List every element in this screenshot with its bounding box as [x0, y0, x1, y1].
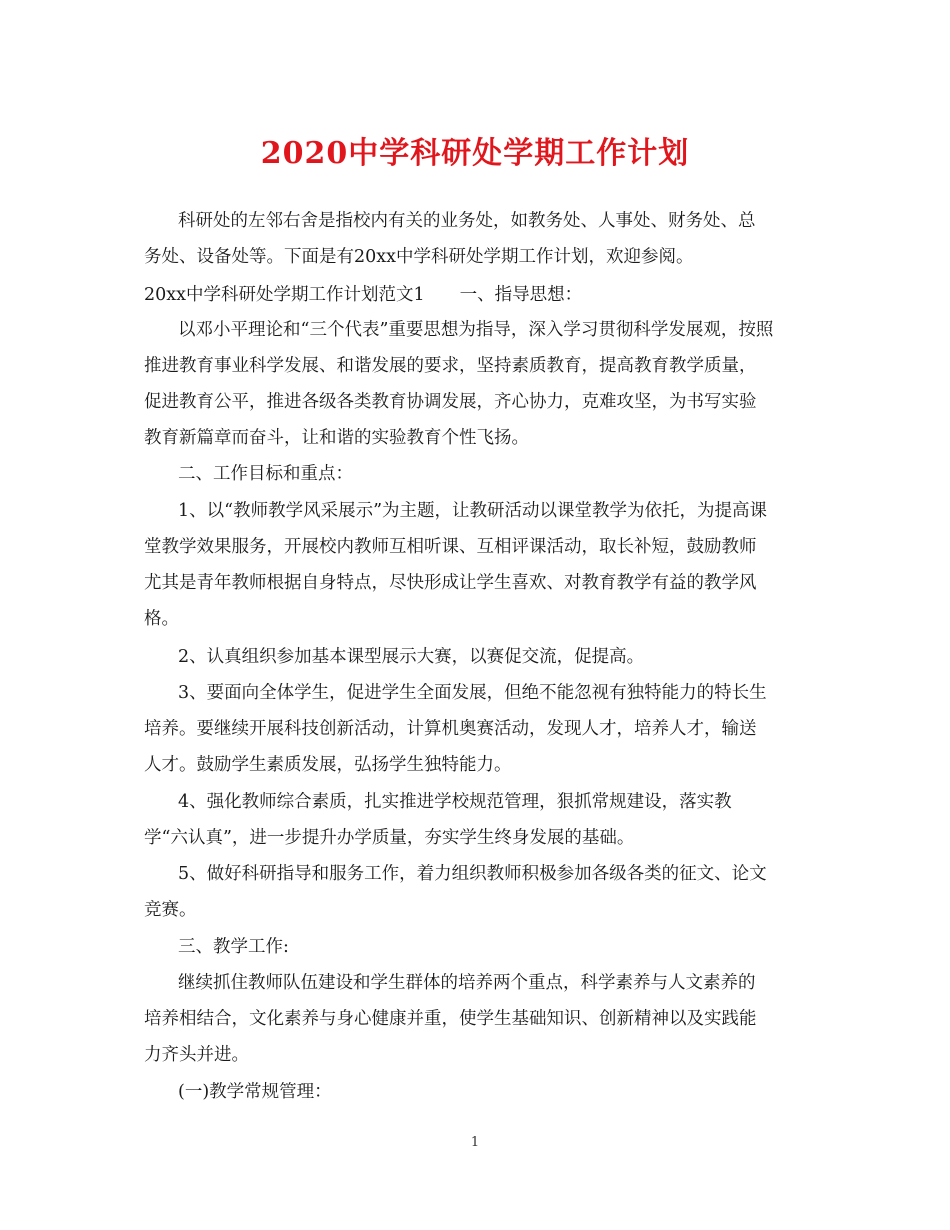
paragraph-line: 堂教学效果服务，开展校内教师互相听课、互相评课活动，取长补短，鼓励教师 [144, 537, 757, 557]
paragraph-line: 1、以“教师教学风采展示”为主题，让教研活动以课堂教学为依托，为提高课 [178, 501, 768, 521]
paragraph-line: 促进教育公平，推进各级各类教育协调发展，齐心协力，克难攻坚，为书写实验 [144, 392, 757, 412]
section-heading: 二、工作目标和重点： [178, 464, 353, 484]
paragraph-line: 5、做好科研指导和服务工作，着力组织教师积极参加各级各类的征文、论文 [178, 864, 767, 884]
paragraph-line: 人才。鼓励学生素质发展，弘扬学生独特能力。 [144, 755, 512, 775]
paragraph-line: 学“六认真”，进一步提升办学质量，夯实学生终身发展的基础。 [144, 828, 635, 848]
paragraph-line: 培养。要继续开展科技创新活动，计算机奥赛活动，发现人才，培养人才，输送 [144, 719, 757, 739]
paragraph-line: 3、要面向全体学生，促进学生全面发展，但绝不能忽视有独特能力的特长生 [178, 683, 767, 703]
paragraph-line: 竞赛。 [144, 900, 197, 920]
page-number: 1 [470, 1135, 480, 1150]
subsection-heading: (一)教学常规管理： [178, 1082, 332, 1102]
paragraph-line: 务处、设备处等。下面是有20xx中学科研处学期工作计划，欢迎参阅。 [144, 247, 694, 267]
paragraph-line: 尤其是青年教师根据自身特点，尽快形成让学生喜欢、对教育教学有益的教学风 [144, 573, 757, 593]
paragraph-line: 格。 [144, 609, 179, 629]
paragraph-line: 20xx中学科研处学期工作计划范文1 一、指导思想： [144, 285, 583, 305]
paragraph-line: 力齐头并进。 [144, 1045, 249, 1065]
paragraph-line: 科研处的左邻右舍是指校内有关的业务处，如教务处、人事处、财务处、总 [178, 211, 756, 231]
paragraph-line: 培养相结合，文化素养与身心健康并重，使学生基础知识、创新精神以及实践能 [144, 1009, 757, 1029]
paragraph-line: 教育新篇章而奋斗，让和谐的实验教育个性飞扬。 [144, 428, 529, 448]
paragraph-line: 推进教育事业科学发展、和谐发展的要求，坚持素质教育，提高教育教学质量， [144, 356, 757, 376]
paragraph-line: 2、认真组织参加基本课型展示大赛，以赛促交流，促提高。 [178, 647, 645, 667]
paragraph-line: 以邓小平理论和“三个代表”重要思想为指导，深入学习贯彻科学发展观，按照 [178, 320, 774, 340]
paragraph-line: 继续抓住教师队伍建设和学生群体的培养两个重点，科学素养与人文素养的 [178, 973, 756, 993]
page-title: 2020中学科研处学期工作计划 [260, 136, 690, 171]
section-heading: 三、教学工作: [178, 937, 289, 957]
paragraph-line: 4、强化教师综合素质，扎实推进学校规范管理，狠抓常规建设，落实教 [178, 792, 732, 812]
